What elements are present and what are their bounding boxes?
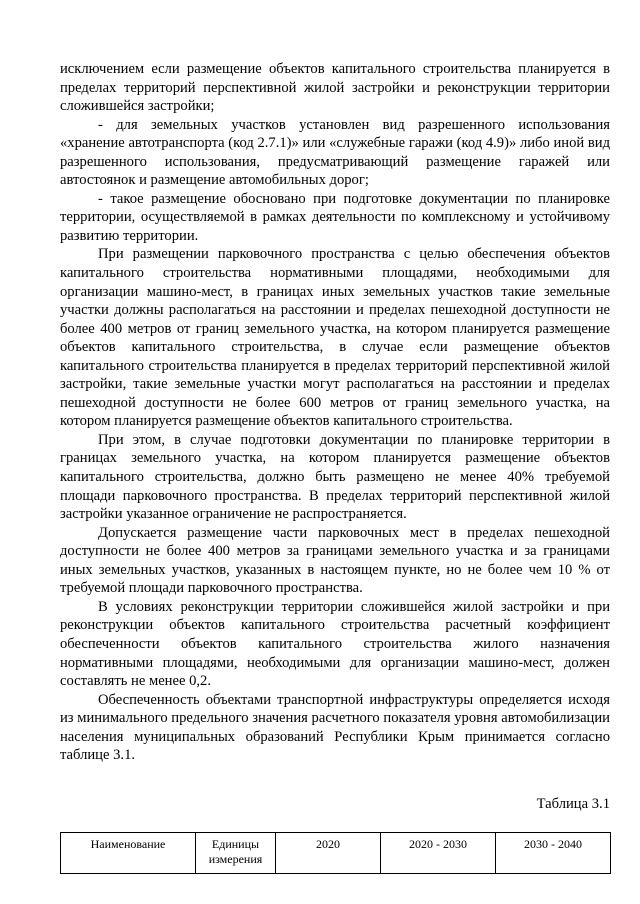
paragraph-2: - такое размещение обосновано при подготовке документации по планировке территории, осуществляемой в рамках деятельности по комплексному и устойчивому развитию территории.	[60, 190, 610, 244]
column-header-units: Единицы измерения	[196, 833, 276, 874]
column-header-2030-2040: 2030 - 2040	[496, 833, 611, 874]
table-header-row	[61, 833, 611, 874]
paragraph-1: - для земельных участков установлен вид разрешенного использования «хранение автотранспорта (код 2.7.1)» или «служебные гаражи (код 4.9)» либо иной вид разрешенного использования, предусматривающий размещение гаражей или автостоянок и размещение автомобильных дорог;	[60, 116, 610, 189]
column-header-2020-2030: 2020 - 2030	[381, 833, 496, 874]
column-header-2020: 2020	[276, 833, 381, 874]
document-page	[60, 60, 610, 874]
paragraph-5: Допускается размещение части парковочных мест в пределах пешеходной доступности не более 400 метров за границами земельного участка и за границами иных земельных участков, указанных в настоящем пункте, но не более чем 10 % от требуемой площади парковочного пространства.	[60, 524, 610, 597]
column-header-name: Наименование	[61, 833, 196, 874]
paragraph-3: При размещении парковочного пространства с целью обеспечения объектов капитального строительства нормативными площадями, необходимыми для организации машино-мест, в границах иных земельных участков такие земельные участки должны располагаться на расстоянии и пределах пешеходной доступности не более 400 метров от границ земельного участка, на котором планируется размещение объектов капитального строительства, в случае если размещение объектов капитального строительства планируется в пределах территорий перспективной жилой застройки, такие земельные участки могут располагаться на расстоянии и пределах пешеходной доступности не более 600 метров от границ земельного участка, на котором планируется размещение объектов капитального строительства.	[60, 246, 610, 430]
table-3-1	[60, 832, 611, 874]
paragraph-4: При этом, в случае подготовки документации по планировке территории в границах земельного участка, на котором планируется размещение объектов капитального строительства, должно быть размещено не менее 40% требуемой площади парковочного пространства. В пределах территорий перспективной жилой застройки указанное ограничение не распространяется.	[60, 431, 610, 523]
paragraph-6: В условиях реконструкции территории сложившейся жилой застройки и при реконструкции объектов капитального строительства расчетный коэффициент обеспеченности объектов капитального строительства жилого назначения нормативными площадями, необходимыми для организации машино-мест, должен составлять не менее 0,2.	[60, 598, 610, 690]
paragraph-0: исключением если размещение объектов капитального строительства планируется в пределах территорий перспективной жилой застройки и реконструкции территории сложившейся застройки;	[60, 61, 610, 115]
paragraph-7: Обеспеченность объектами транспортной инфраструктуры определяется исходя из минимального предельного значения расчетного показателя уровня автомобилизации населения муниципальных образований Республики Крым принимается согласно таблице 3.1.	[60, 691, 610, 764]
table-caption: Таблица 3.1	[536, 795, 610, 812]
